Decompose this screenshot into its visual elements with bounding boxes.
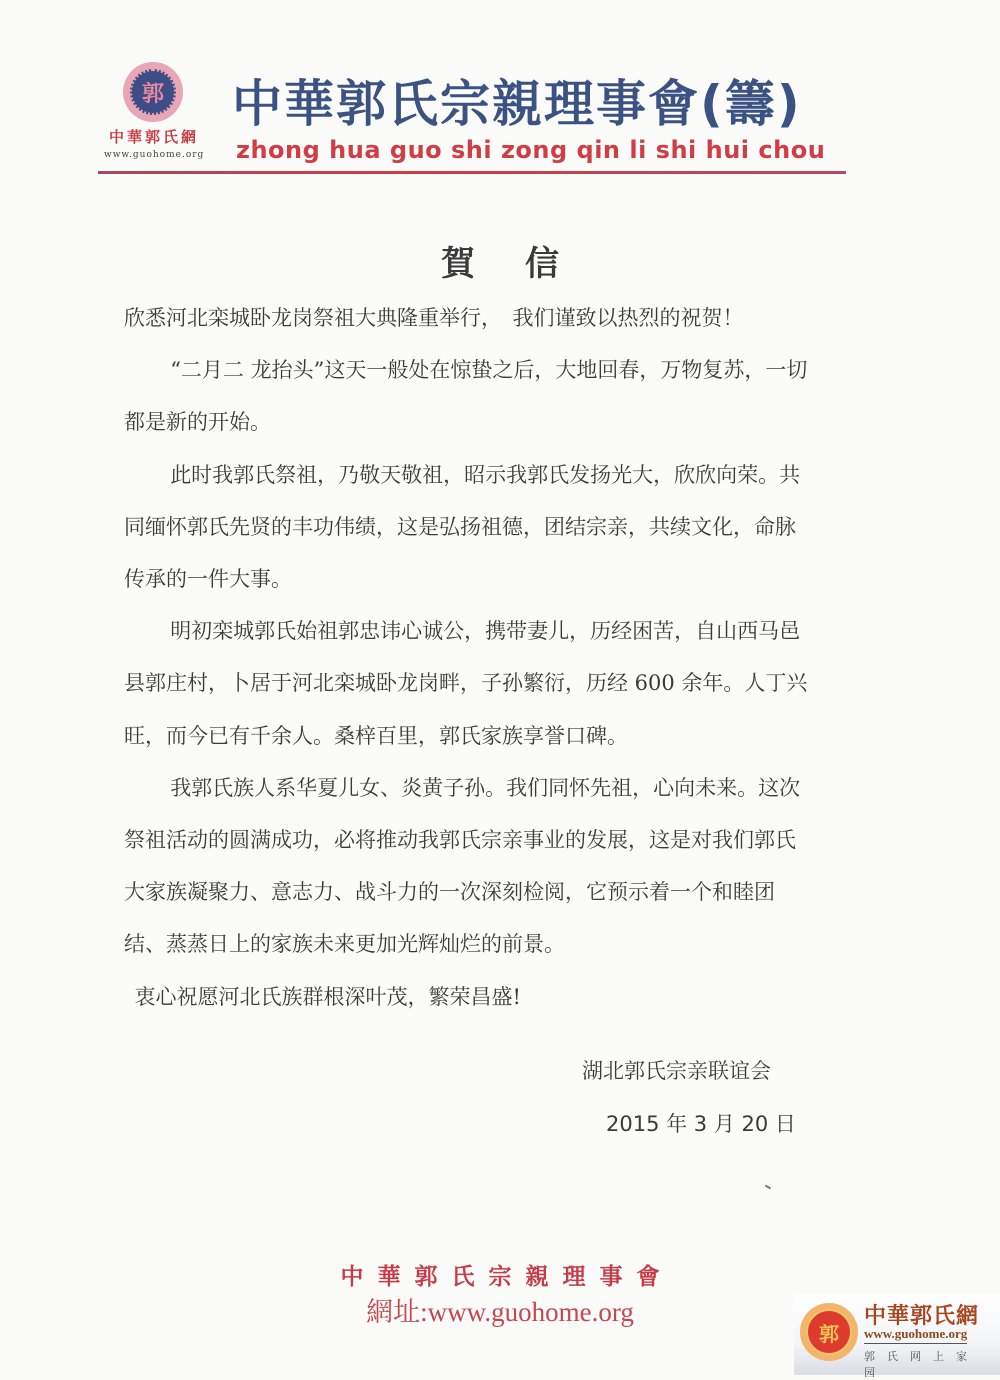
footer-org-name: 中華郭氏宗親理事會 [340,1263,674,1290]
letter-body [124,292,814,1023]
logo-glyph: 郭 [130,69,176,115]
letterhead-title: 中華郭氏宗親理事會(籌) [232,75,802,133]
paragraph-3: 此时我郭氏祭祖，乃敬天敬祖，昭示我郭氏发扬光大，欣欣向荣。共同缅怀郭氏先贤的丰功伟绩，这是弘扬祖德，团结宗亲，共续文化，命脉传承的一件大事。 [124,462,801,592]
signature: 湖北郭氏宗亲联谊会 [582,1059,771,1083]
paragraph-5: 我郭氏族人系华夏儿女、炎黄子孙。我们同怀先祖，心向未来。这次祭祖活动的圆满成功，必将推动我郭氏宗亲事业的发展，这是对我们郭氏大家族凝聚力、意志力、战斗力的一次深刻检阅，它预示着一个和睦团结、蒸蒸日上的家族未来更加光辉灿烂的前景。 [124,775,801,957]
paragraph-6: 衷心祝愿河北氏族群根深叶茂，繁荣昌盛! [134,984,521,1009]
paragraph-2: “二月二 龙抬头”这天一般处在惊蛰之后，大地回春，万物复苏，一切都是新的开始。 [124,358,808,435]
logo-name: 中華郭氏網 [108,128,199,146]
badge-url: www.guohome.org [864,1326,967,1344]
logo-url: www.guohome.org [104,150,205,160]
badge-subtitle: 郭氏网上家园 [864,1350,979,1379]
badge-seal-icon [800,1303,858,1361]
badge-glyph: 郭 [806,1309,852,1355]
badge-name: 中華郭氏網 [864,1303,980,1329]
scan-speck [765,1185,771,1190]
header-divider [98,171,846,174]
logo-seal-icon [123,62,183,122]
paragraph-1: 欣悉河北栾城卧龙岗祭祖大典隆重举行， 我们谨致以热烈的祝贺！ [124,306,744,330]
letter-title: 賀信 [441,244,609,284]
footer-url: 網址:www.guohome.org [366,1297,634,1327]
paragraph-4: 明初栾城郭氏始祖郭忠讳心诚公，携带妻儿，历经困苦，自山西马邑县郭庄村，卜居于河北栾城卧龙岗畔，子孙繁衍，历经 600 余年。人丁兴旺，而今已有千余人。桑梓百里，郭氏家族享誉口碑。 [124,619,808,748]
letterhead-pinyin: zhong hua guo shi zong qin li shi hui chou [236,136,826,164]
letter-date: 2015 年 3 月 20 日 [606,1112,796,1136]
